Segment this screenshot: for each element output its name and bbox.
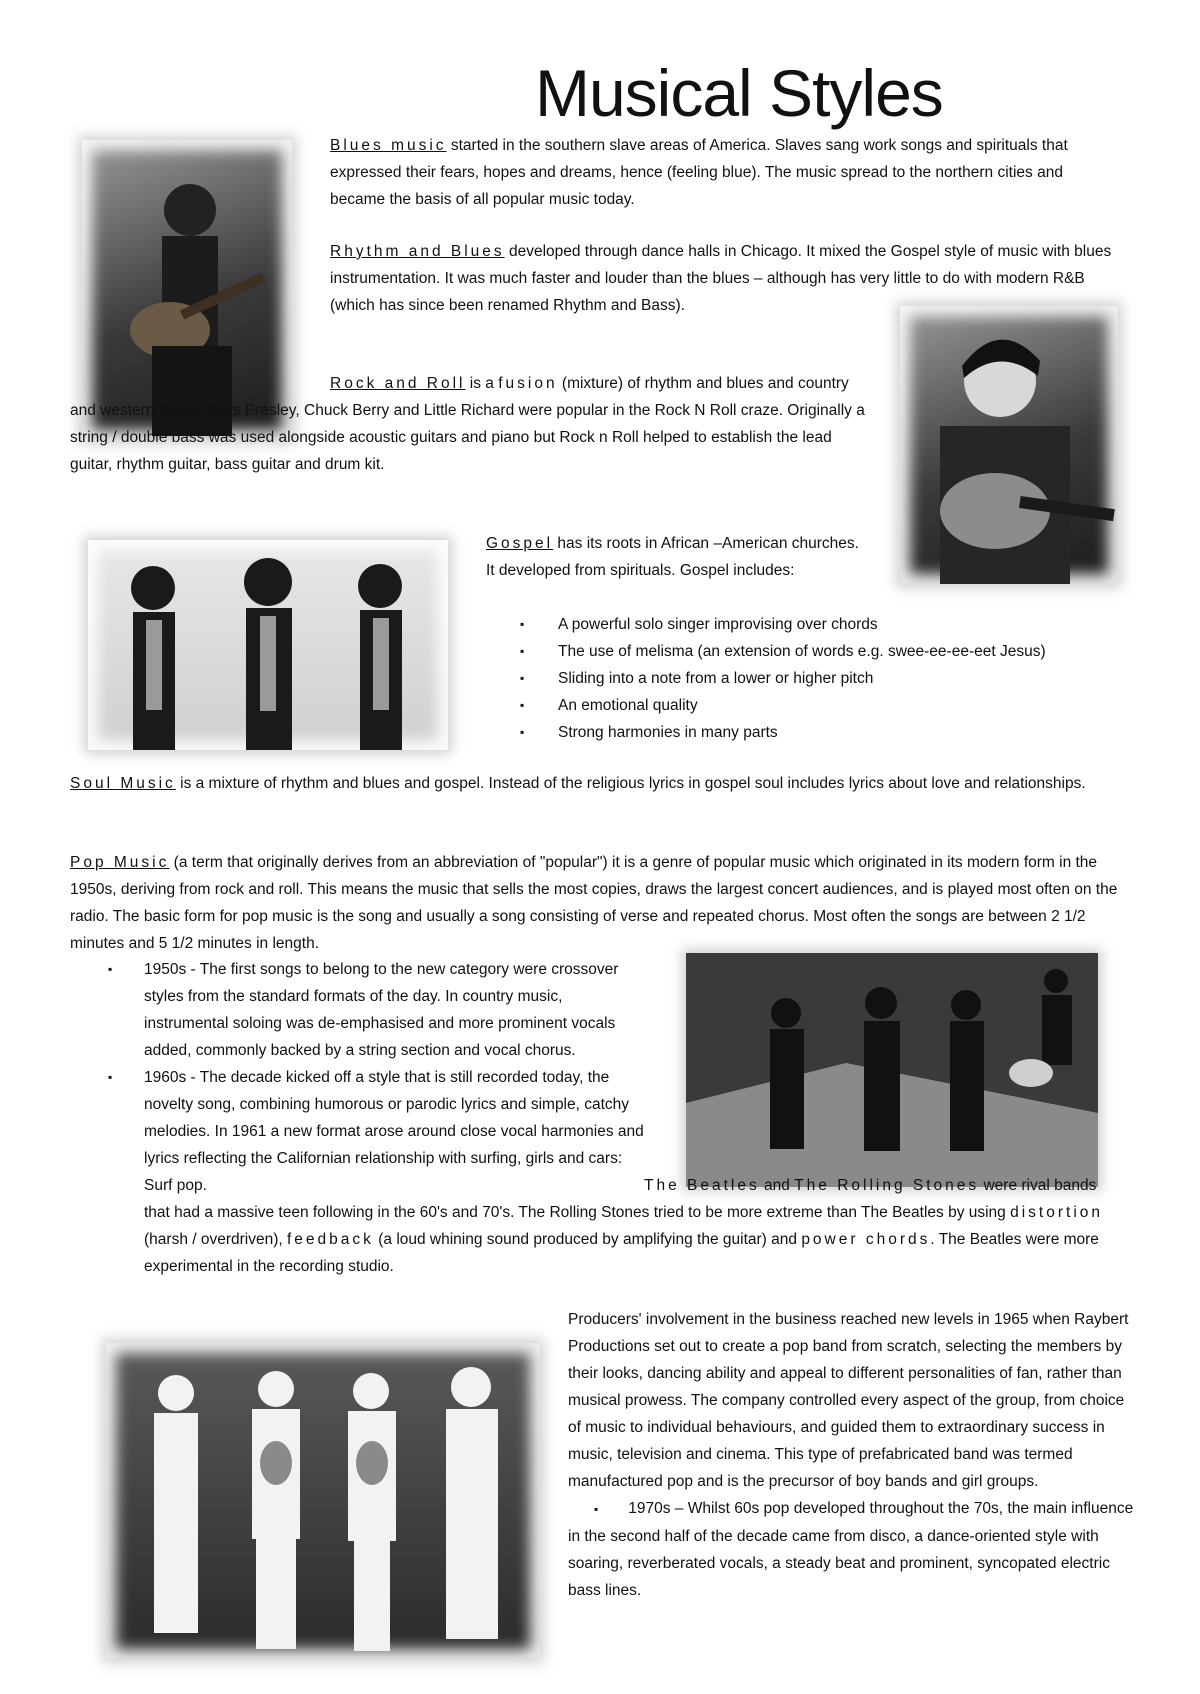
list-item <box>520 719 1160 746</box>
distortion-term: distortion <box>1010 1204 1104 1221</box>
gospel-item-text: A powerful solo singer improvising over chords <box>558 616 878 633</box>
gospel-trio-photo <box>88 540 448 750</box>
stones-name: The Rolling Stones <box>794 1177 980 1194</box>
bullet-icon: ▪ <box>520 725 525 739</box>
blues-text: started in the southern slave areas of America. Slaves sang work songs and spirituals that expressed their fears, hopes and dreams, hence (feeling blue). The music spread to the northern cities and became the basis of all popular music today. <box>330 137 1068 208</box>
rnb-heading: Rhythm and Blues <box>330 243 505 260</box>
rock-text-a: is a <box>465 375 499 392</box>
rock-section <box>70 370 870 478</box>
rock-fusion: fusion <box>498 375 558 392</box>
rock-text-b: (mixture) of rhythm and blues and country and western music. Elvis Presley, Chuck Berry and Little Richard were popular in the Rock N Roll craze. Originally a string / double bass was used alongside acoustic guitars and piano but Rock n Roll helped to establish the lead guitar, rhythm guitar, bass guitar and drum kit. <box>70 375 865 473</box>
bullet-icon: ▪ <box>520 698 525 712</box>
and-text: and <box>759 1177 795 1194</box>
producers-text: Producers' involvement in the business reached new levels in 1965 when Raybert Productions set out to create a pop band from scratch, selecting the members by their looks, dancing ability and appeal to different personalities of fan, rather than musical prowess. The company controlled every aspect of the group, from choice of music to individual behaviours, and guided them to extraordinary success in music, television and cinema. This type of prefabricated band was termed manufactured pop and is the precursor of boy bands and girl groups. <box>568 1311 1129 1490</box>
beatles-name: The Beatles <box>644 1177 760 1194</box>
pop-1960s-text-a: 1960s - The decade kicked off a style that is still recorded today, the novelty song, combining humorous or parodic lyrics and simple, catchy melodies. In 1961 a new format arose around close vocal harmonies and lyrics reflecting the Californian relationship with surfing, girls and cars: Surf pop. <box>144 1069 644 1194</box>
rock-heading: Rock and Roll <box>330 375 466 392</box>
bullet-icon: ▪ <box>108 1070 113 1084</box>
soul-section <box>70 770 1130 797</box>
bullet-icon: ▪ <box>520 617 525 631</box>
gospel-section <box>486 530 866 584</box>
pop-1960s-text-b: were rival bands that had a massive teen following in the 60's and 70's. The Rolling Stones tried to be more extreme than The Beatles by using <box>144 1177 1097 1221</box>
pop-1960s-text-d: (a loud whining sound produced by amplifying the guitar) and <box>373 1231 802 1248</box>
abba-silhouettes <box>106 1343 540 1659</box>
pop-1950s-item <box>108 956 648 1064</box>
elvis-silhouette <box>900 306 1118 584</box>
page-title: Musical Styles <box>535 56 943 130</box>
power-chords-term: power chords <box>801 1231 931 1248</box>
gospel-item-text: An emotional quality <box>558 697 698 714</box>
soul-text: is a mixture of rhythm and blues and gospel. Instead of the religious lyrics in gospel soul includes lyrics about love and relationships. <box>175 775 1086 792</box>
blues-heading: Blues music <box>330 137 447 154</box>
pop-1960s-text-c: (harsh / overdriven), <box>144 1231 287 1248</box>
gospel-text: has its roots in African –American churches. It developed from spirituals. Gospel includes: <box>486 535 859 579</box>
gospel-list <box>520 611 1160 746</box>
bullet-icon: ▪ <box>594 1502 599 1516</box>
producers-section <box>568 1306 1138 1604</box>
pop-section <box>70 849 1130 957</box>
list-item <box>520 665 1160 692</box>
bullet-icon: ▪ <box>520 644 525 658</box>
list-item <box>520 638 1160 665</box>
pop-1960s-item <box>108 1064 1130 1280</box>
gospel-heading: Gospel <box>486 535 554 552</box>
trio-silhouettes <box>88 540 448 750</box>
gospel-item-text: Sliding into a note from a lower or higher pitch <box>558 670 874 687</box>
pop-1970s-item <box>568 1495 1138 1604</box>
pop-heading: Pop Music <box>70 854 170 871</box>
gospel-item-text: Strong harmonies in many parts <box>558 724 778 741</box>
soul-heading: Soul Music <box>70 775 176 792</box>
abba-photo <box>106 1343 540 1659</box>
list-item <box>520 611 1160 638</box>
blues-section <box>330 132 1120 213</box>
pop-1960s-paragraph <box>144 1064 1124 1280</box>
feedback-term: feedback <box>287 1231 374 1248</box>
bullet-icon: ▪ <box>520 671 525 685</box>
rnb-section <box>330 238 1120 319</box>
elvis-presley-photo <box>900 306 1118 584</box>
pop-1970s-text: 1970s – Whilst 60s pop developed throughout the 70s, the main influence in the second half of the decade came from disco, a dance-oriented style with soaring, reverberated vocals, a steady beat and prominent, syncopated electric bass lines. <box>568 1500 1134 1599</box>
list-item <box>520 692 1160 719</box>
gospel-item-text: The use of melisma (an extension of words e.g. swee-ee-ee-eet Jesus) <box>558 643 1046 660</box>
pop-1960s-text-e: . The Beatles were more experimental in the recording studio. <box>144 1231 1099 1275</box>
bullet-icon: ▪ <box>108 962 113 976</box>
rnb-text: developed through dance halls in Chicago. It mixed the Gospel style of music with blues instrumentation. It was much faster and louder than the blues – although has very little to do with modern R&B (which has since been renamed Rhythm and Bass). <box>330 243 1112 314</box>
pop-text: (a term that originally derives from an abbreviation of "popular") it is a genre of popular music which originated in its modern form in the 1950s, deriving from rock and roll. This means the music that sells the most copies, draws the largest concert audiences, and is played most often on the radio. The basic form for pop music is the song and usually a song consisting of verse and repeated chorus. Most often the songs are between 2 1/2 minutes and 5 1/2 minutes in length. <box>70 854 1118 952</box>
pop-1950s-text: 1950s - The first songs to belong to the new category were crossover styles from the standard formats of the day. In country music, instrumental soloing was de-emphasised and more prominent vocals added, commonly backed by a string section and vocal chorus. <box>144 961 619 1059</box>
